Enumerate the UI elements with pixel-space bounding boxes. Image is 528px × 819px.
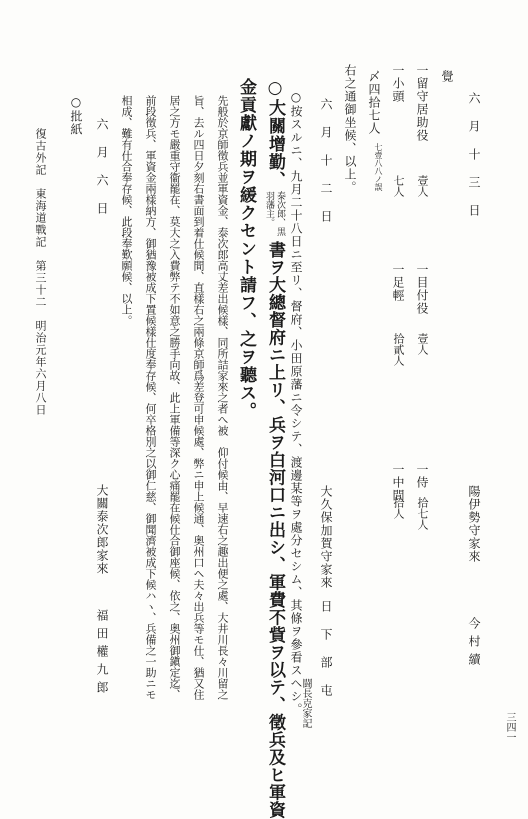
doc1-date: 六月十三日: [467, 92, 481, 232]
doc1-oboe: 覺: [440, 70, 454, 83]
doc1-row1-count2: 壹人: [416, 333, 429, 355]
doc1-row2-count3: 拾人: [392, 497, 405, 519]
main-body-line3: 居之方モ嚴重守衞罷在、莫大之入費弊テ不如意之勝手向故、此上軍備等深ク心痛罷在候仕合御座候、依之、奥州御鎭定迄、: [168, 95, 181, 700]
doc1-row2-count2: 拾貳人: [392, 333, 405, 366]
doc1-sender: 陽伊勢守家來: [467, 485, 481, 563]
main-heading-line2: 金貢獻ノ期ヲ緩クセント請フ、之ヲ聽ス。: [236, 78, 256, 420]
doc1-row1-item3: 一侍: [415, 463, 429, 489]
doc1-row1-count: 壹人: [416, 175, 429, 197]
doc1-row1-count3: 拾七人: [416, 497, 429, 530]
main-heading-part-b: 書ヲ大總督府ニ上リ、兵ヲ白河口ニ出シ、軍費不貲ヲ以テ、徵兵及ヒ軍資: [265, 241, 285, 819]
annotation-text: ○按スルニ、九月二十八日ニ至リ、督府、小田原藩ニ令シテ、渡邊某等ヲ處分セシム、其條ヲ參看スヘシ。: [289, 90, 303, 716]
doc1-signer: 今村續: [467, 617, 481, 671]
main-body-line1: 先般於京師徵兵並軍資金、泰次郎高丈差出候樣、同所詰家來之者へ被 仰付候由、早速右之趣出便之處、大井川長々川留之: [216, 95, 229, 700]
doc1-row2-item2: 一足輕: [391, 263, 405, 302]
main-date: 六月六日: [95, 118, 109, 230]
doc1-closing: 右之通御坐候、以上。: [343, 64, 357, 194]
doc1-row2-count: 七人: [392, 175, 405, 197]
footer-note-label: ○批紙: [69, 95, 83, 136]
main-heading-part-a: ○大關增勤、: [265, 78, 285, 189]
main-body-line5: 相成、難有仕合奉存候、此段奉歎願候、以上。: [120, 95, 133, 326]
doc1-family: 大久保加賀守家來: [319, 485, 333, 589]
doc1-row2-item3: 一中間: [391, 463, 405, 502]
main-heading-line1: [261, 78, 285, 819]
main-body-line2: 旨、去ル四日夕刻右書面到着仕候間、直樣右之兩條京師爲差登可申候處、弊ニ申上候通、奥州口ヘ夫々出兵等モ仕、猶又住: [192, 95, 205, 700]
main-body-line4: 前段徵兵、軍資金兩樣納方、御猶豫被成下置候樣仕度奉存候、何卒格別之以御仁慈、御聞濟被成下候ハヽ、兵備之一助ニモ: [144, 95, 157, 700]
doc1-row2-item: 一小頭: [391, 64, 405, 103]
doc1-total: 〆四拾七人: [367, 70, 381, 135]
doc1-row1-item: 一留守居助役: [415, 64, 429, 142]
doc1-signer2: 日下部屯: [319, 600, 333, 712]
running-head: 復古外記 東海道戰記 第三十二 明治元年六月八日: [34, 128, 47, 416]
page-number: 三四一: [504, 712, 515, 742]
main-sender: 大關泰次郎家來: [95, 484, 109, 575]
doc1-date2: 六月十二日: [319, 98, 333, 238]
doc1-note: 闘長克家記: [300, 678, 311, 728]
doc1-row1-item2: 一目付役: [415, 263, 429, 315]
main-signer: 福田權九郎: [95, 609, 109, 699]
main-heading-note: 泰次郎、黒羽藩主。: [264, 191, 285, 236]
doc1-total-note: 七壹八八ノ誤: [374, 143, 383, 191]
